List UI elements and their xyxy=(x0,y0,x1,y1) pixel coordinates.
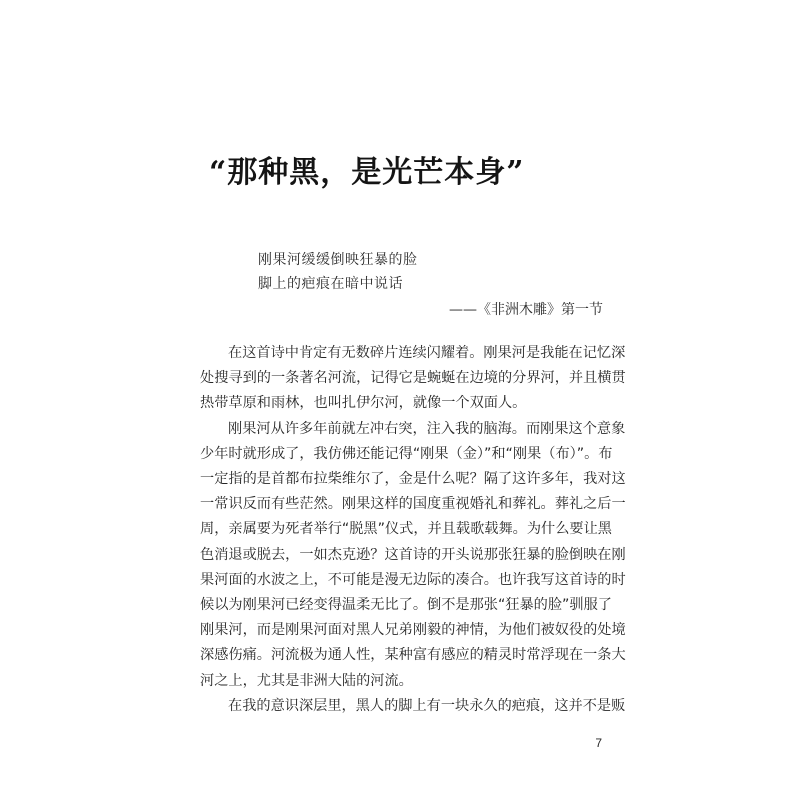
paragraph-2 xyxy=(200,417,626,694)
chapter-title: “那种黑，是光芒本身” xyxy=(209,155,525,190)
text-line: 周，亲属要为死者举行“脱黑”仪式，并且载歌载舞。为什么要让黑 xyxy=(200,521,612,538)
text-line: 少年时就形成了，我仿佛还能记得“刚果（金）”和“刚果（布）”。布 xyxy=(200,445,613,462)
text-line: 刚果河，而是刚果河面对黑人兄弟刚毅的神情，为他们被奴役的处境 xyxy=(200,622,626,639)
text-line: 处搜寻到的一条著名河流，记得它是蜿蜒在边境的分界河，并且横贯 xyxy=(200,370,626,387)
text-line: 色消退或脱去，一如杰克逊？这首诗的开头说那张狂暴的脸倒映在刚 xyxy=(200,546,626,563)
text-line: 在我的意识深层里，黑人的脚上有一块永久的疤痕，这并不是贩 xyxy=(228,697,626,714)
text-line: 热带草原和雨林，也叫扎伊尔河，就像一个双面人。 xyxy=(200,395,527,412)
text-line: 刚果河从许多年前就左冲右突，注入我的脑海。而刚果这个意象 xyxy=(228,420,626,437)
epigraph-source: ——《非洲木雕》第一节 xyxy=(449,302,603,318)
text-line: 一常识反而有些茫然。刚果这样的国度重视婚礼和葬礼。葬礼之后一 xyxy=(200,496,626,513)
paragraph-3 xyxy=(200,694,626,719)
text-line: 候以为刚果河已经变得温柔无比了。倒不是那张“狂暴的脸”驯服了 xyxy=(200,597,612,614)
epigraph xyxy=(258,248,603,322)
text-line: 在这首诗中肯定有无数碎片连续闪耀着。刚果河是我能在记忆深 xyxy=(228,345,626,361)
paragraph-1 xyxy=(200,341,626,417)
text-line: 深感伤痛。河流极为通人性，某种富有感应的精灵时常浮现在一条大 xyxy=(200,647,626,664)
epigraph-line: 刚果河缓缓倒映狂暴的脸 xyxy=(258,252,418,268)
body-text xyxy=(200,341,626,719)
text-line: 一定指的是首都布拉柴维尔了，金是什么呢？隔了这许多年，我对这 xyxy=(200,471,626,488)
text-line: 河之上，尤其是非洲大陆的河流。 xyxy=(200,672,413,689)
epigraph-line: 脚上的疤痕在暗中说话 xyxy=(258,276,403,292)
text-line: 果河面的水波之上，不可能是漫无边际的凑合。也许我写这首诗的时 xyxy=(200,571,626,588)
page-number: 7 xyxy=(595,736,602,750)
